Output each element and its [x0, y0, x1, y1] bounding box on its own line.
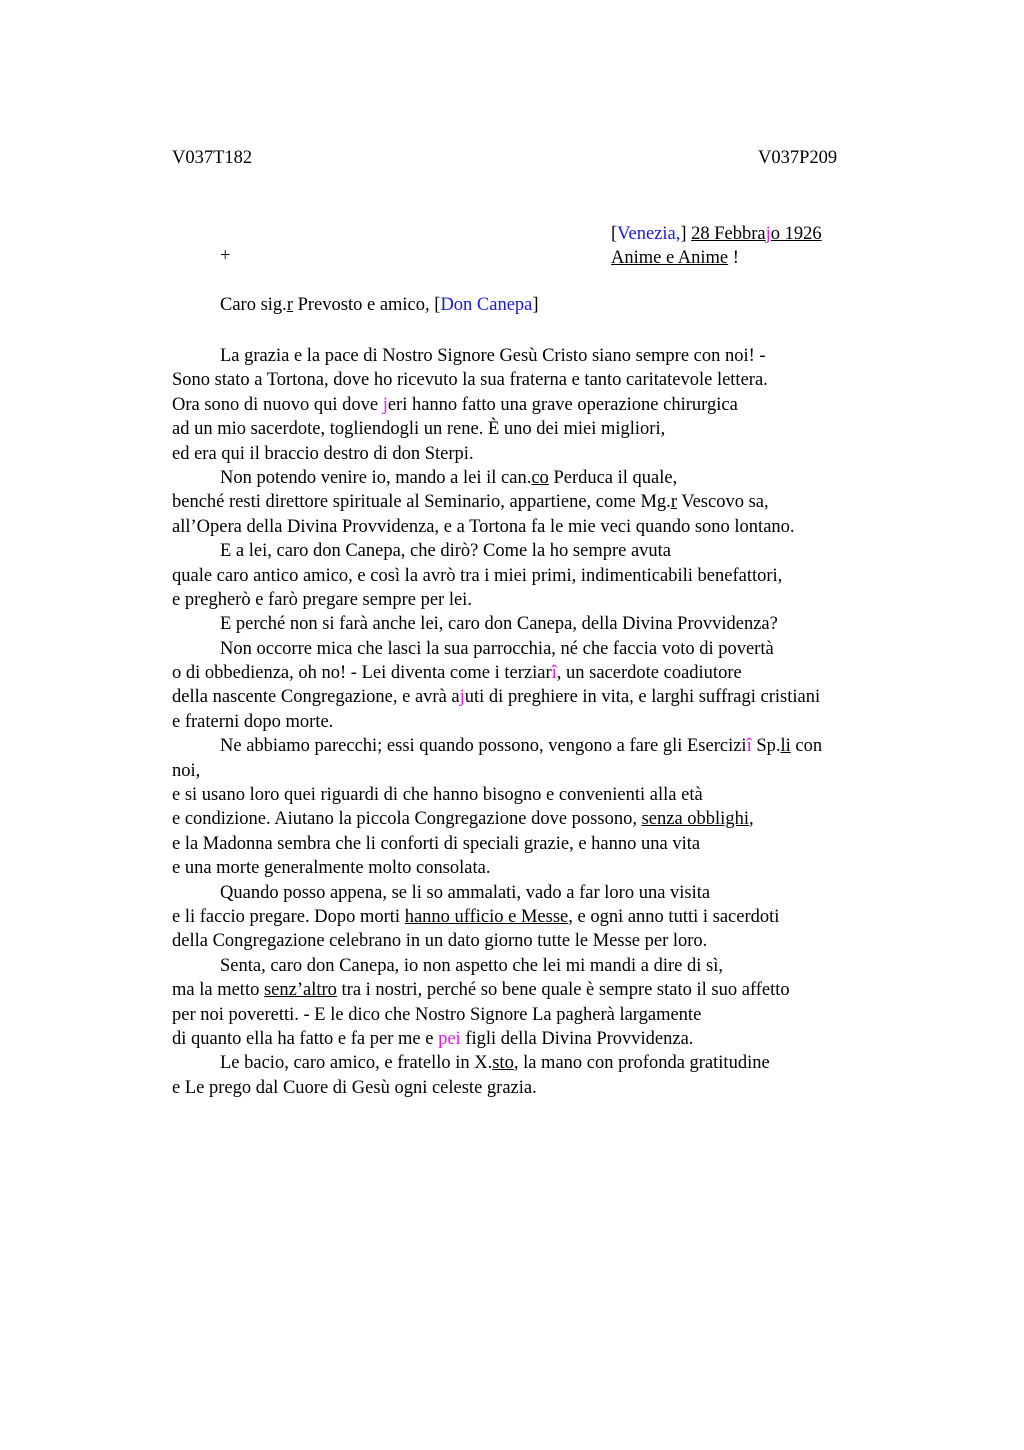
- text-line: e una morte generalmente molto consolata.: [172, 858, 491, 879]
- text-line: per noi poveretti. - E le dico che Nostro Signore La pagherà largamente: [172, 1004, 702, 1025]
- text-line: benché resti direttore spirituale al Seminario, appartiene, come Mg.r Vescovo sa,: [172, 492, 769, 513]
- text-line: E a lei, caro don Canepa, che dirò? Come la ho sempre avuta: [220, 541, 672, 562]
- letter-body: [172, 344, 902, 1100]
- motto-line: Anime e Anime !: [611, 248, 739, 268]
- editorial-place: Venezia,: [617, 224, 681, 244]
- text-line: Le bacio, caro amico, e fratello in X.sto, la mano con profonda gratitudine: [220, 1053, 770, 1074]
- letter-date: 28 Febbrajo 1926: [691, 224, 822, 244]
- text-line: Quando posso appena, se li so ammalati, vado a far loro una visita: [220, 882, 711, 903]
- text-line: e si usano loro quei riguardi di che hanno bisogno e convenienti alla età: [172, 785, 703, 806]
- motto: Anime e Anime: [611, 248, 729, 268]
- text-line: ma la metto senz’altro tra i nostri, perché so bene quale è sempre stato il suo affetto: [172, 980, 790, 1001]
- text-line: Ne abbiamo parecchi; essi quando possono, vengono a fare gli Eserciziî Sp.li con: [220, 736, 823, 757]
- text-line: Senta, caro don Canepa, io non aspetto che lei mi mandi a dire di sì,: [220, 955, 723, 976]
- text-line: La grazia e la pace di Nostro Signore Gesù Cristo siano sempre con noi! -: [220, 346, 766, 366]
- text-line: Sono stato a Tortona, dove ho ricevuto la sua fraterna e tanto caritatevole lettera.: [172, 370, 768, 391]
- text-line: e condizione. Aiutano la piccola Congregazione dove possono, senza obblighi,: [172, 809, 754, 830]
- salutation: Caro sig.r Prevosto e amico, [Don Canepa]: [220, 295, 539, 315]
- text-line: e fraterni dopo morte.: [172, 711, 334, 732]
- text-line: Non occorre mica che lasci la sua parrocchia, né che faccia voto di povertà: [220, 638, 774, 659]
- text-line: Ora sono di nuovo qui dove jeri hanno fatto una grave operazione chirurgica: [172, 394, 738, 415]
- text-line: della nascente Congregazione, e avrà ajuti di preghiere in vita, e larghi suffragi cristiani: [172, 687, 821, 708]
- text-line: ad un mio sacerdote, togliendogli un rene. È uno dei miei migliori,: [172, 419, 666, 440]
- text-line: o di obbedienza, oh no! - Lei diventa come i terziarî, un sacerdote coadiutore: [172, 663, 742, 684]
- document-code-left: V037T182: [172, 148, 253, 168]
- editorial-recipient: Don Canepa: [440, 295, 533, 315]
- text-line: e pregherò e farò pregare sempre per lei.: [172, 589, 472, 610]
- place-date-line: [Venezia,] 28 Febbrajo 1926: [611, 224, 822, 244]
- text-line: di quanto ella ha fatto e fa per me e pei figli della Divina Provvidenza.: [172, 1028, 694, 1049]
- text-line: ed era qui il braccio destro di don Sterpi.: [172, 443, 474, 464]
- text-line: e li faccio pregare. Dopo morti hanno ufficio e Messe, e ogni anno tutti i sacerdoti: [172, 906, 780, 927]
- page-code-right: V037P209: [758, 148, 838, 168]
- text-line: noi,: [172, 760, 201, 781]
- text-line: e la Madonna sembra che li conforti di speciali grazie, e hanno una vita: [172, 833, 701, 854]
- cross-mark: +: [220, 246, 231, 266]
- text-line: della Congregazione celebrano in un dato giorno tutte le Messe per loro.: [172, 931, 708, 952]
- text-line: Non potendo venire io, mando a lei il can.co Perduca il quale,: [220, 467, 678, 488]
- dateline: [611, 222, 822, 270]
- text-line: all’Opera della Divina Provvidenza, e a Tortona fa le mie veci quando sono lontano.: [172, 516, 795, 537]
- text-line: E perché non si farà anche lei, caro don Canepa, della Divina Provvidenza?: [220, 614, 778, 635]
- text-line: quale caro antico amico, e così la avrò tra i miei primi, indimenticabili benefattori,: [172, 565, 783, 586]
- text-line: e Le prego dal Cuore di Gesù ogni celeste grazia.: [172, 1077, 537, 1098]
